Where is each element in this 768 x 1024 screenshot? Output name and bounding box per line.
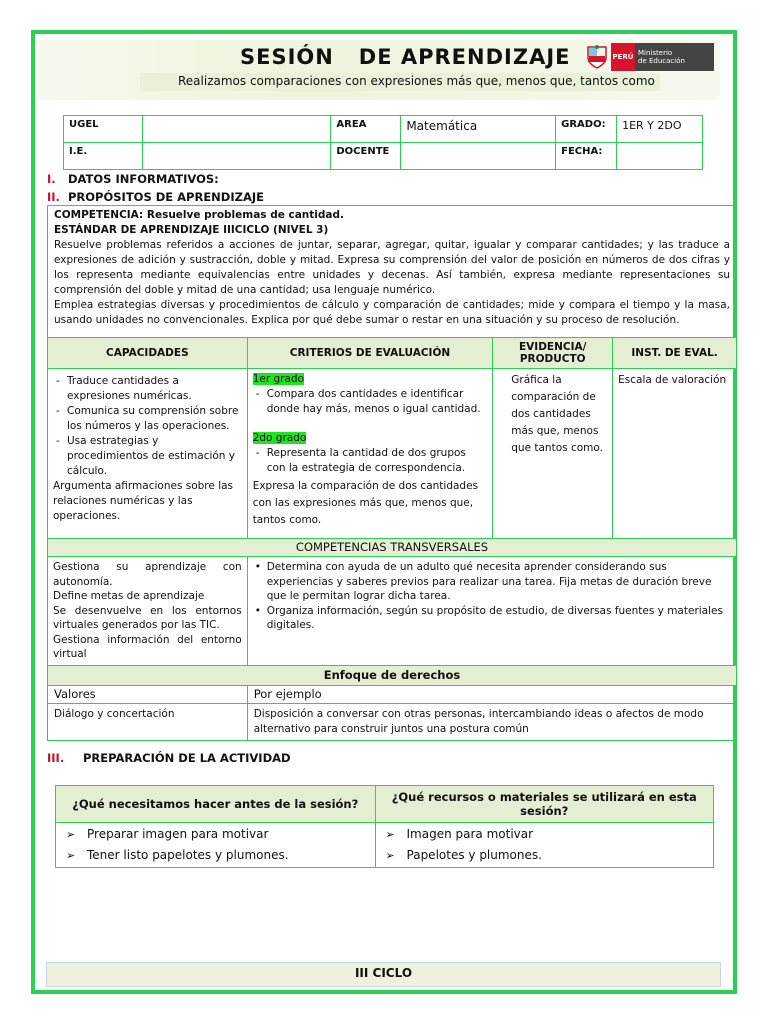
antes-list — [62, 824, 369, 866]
section-number: I. — [47, 172, 56, 186]
list-item: • Organiza información, según su propósito de estudio, de diversas fuentes y materiales digitales. — [253, 604, 731, 633]
ie-label: I.E. — [64, 143, 143, 170]
grado2-list — [253, 446, 488, 476]
transversales-left — [48, 557, 248, 666]
transversal-item: Gestiona información del entorno virtual — [53, 633, 242, 660]
transversal-item: Gestiona su aprendizaje con autonomía. — [53, 561, 242, 588]
transversales-right — [247, 557, 736, 666]
section-number: III. — [47, 751, 65, 765]
grado-value: 1ER Y 2DO — [617, 116, 703, 143]
estandar-paragraph-1: Resuelve problemas referidos a acciones de juntar, separar, agregar, quitar, igualar y comparar cantidades; y las traduce a expresiones de adición y sustracción, doble y mitad. Expresa su comprensión del valor de posición en números de dos cifras y los representa mediante equivalencias entre unidades y decenas. Así también, expresa mediante representaciones su comprensión del doble y mitad de una cantidad; usa lenguaje numérico. — [54, 239, 730, 296]
capacidades-list — [53, 374, 242, 479]
section-title: PREPARACIÓN DE LA ACTIVIDAD — [83, 751, 291, 765]
coat-of-arms-icon — [586, 44, 608, 70]
list-item: - Traduce cantidades a expresiones numéricas. — [53, 374, 242, 404]
list-item: - Usa estrategias y procedimientos de estimación y cálculo. — [53, 434, 242, 479]
ministry-line2: de Educación — [638, 57, 685, 65]
section-propositos — [47, 190, 264, 204]
docente-value — [401, 143, 556, 170]
header-capacidades: CAPACIDADES — [48, 338, 248, 369]
preparacion-q1: ¿Qué necesitamos hacer antes de la sesión? — [56, 786, 376, 823]
page-title: SESIÓN DE APRENDIZAJE — [240, 45, 571, 69]
recursos-list — [382, 824, 707, 866]
enfoque-title: Enfoque de derechos — [48, 665, 737, 685]
antes-cell — [56, 823, 376, 868]
competencia-box — [47, 205, 737, 339]
estandar-title: ESTÁNDAR DE APRENDIZAJE IIICICLO (NIVEL 3) — [54, 224, 329, 236]
list-item: - Compara dos cantidades e identificar donde hay más, menos o igual cantidad. — [253, 387, 488, 417]
capacidades-table — [47, 337, 737, 741]
ejemplo-label: Por ejemplo — [247, 685, 736, 703]
grado1-label: 1er grado — [252, 373, 304, 385]
page-subtitle: Realizamos comparaciones con expresiones más que, menos que, tantos como — [178, 74, 655, 88]
grado1-list — [253, 387, 488, 417]
header-evidencia: EVIDENCIA/ PRODUCTO — [493, 338, 613, 369]
section-number: II. — [47, 190, 60, 204]
ministry-logo — [586, 42, 714, 72]
list-item: • Determina con ayuda de un adulto qué necesita aprender considerando sus experiencias y saberes previos para realizar una tarea. Fija metas de duración breve que le permitan lograr dicha tarea. — [253, 560, 731, 604]
list-item: ➢ Preparar imagen para motivar — [62, 824, 369, 845]
grado2-label: 2do grado — [252, 432, 307, 444]
estandar-paragraph-2: Emplea estrategias diversas y procedimientos de cálculo y comparación de cantidades; mide y compara el tiempo y la masa, usando unidades no convencionales. Explica por qué debe sumar o restar en una situación y su proceso de resolución. — [54, 299, 730, 326]
transversal-item: Define metas de aprendizaje — [53, 590, 205, 602]
list-item: - Comunica su comprensión sobre los números y las operaciones. — [53, 404, 242, 434]
criterio-extra: Expresa la comparación de dos cantidades con las expresiones más que, menos que, tantos como. — [252, 480, 479, 526]
docente-label: DOCENTE — [331, 143, 401, 170]
logo-country: PERÚ — [611, 43, 635, 71]
list-item: ➢ Imagen para motivar — [382, 824, 707, 845]
section-title: DATOS INFORMATIVOS: — [68, 172, 219, 186]
capacidades-cell — [48, 369, 248, 539]
recursos-cell — [375, 823, 713, 868]
evidencia-cell: Gráfica la comparación de dos cantidades más que, menos que tantos como. — [493, 369, 613, 539]
instrumento-cell: Escala de valoración — [613, 369, 737, 539]
list-item: ➢ Tener listo papelotes y plumones. — [62, 845, 369, 866]
grado-label: GRADO: — [556, 116, 617, 143]
ejemplo-cell: Disposición a conversar con otras personas, intercambiando ideas o afectos de modo alternativo para construir juntos una postura común — [247, 703, 736, 740]
ugel-label: UGEL — [64, 116, 143, 143]
logo-ministry — [635, 49, 685, 65]
valor-cell: Diálogo y concertación — [48, 703, 248, 740]
ugel-value — [142, 116, 330, 143]
fecha-label: FECHA: — [556, 143, 617, 170]
info-table — [63, 115, 703, 170]
preparacion-q2: ¿Qué recursos o materiales se utilizará en esta sesión? — [375, 786, 713, 823]
capacidad-extra: Argumenta afirmaciones sobre las relaciones numéricas y las operaciones. — [53, 480, 234, 522]
section-preparacion — [47, 751, 291, 765]
list-item: ➢ Papelotes y plumones. — [382, 845, 707, 866]
transversales-list — [253, 560, 731, 633]
header-criterios: CRITERIOS DE EVALUACIÓN — [247, 338, 493, 369]
logo-box — [611, 43, 714, 71]
fecha-value — [617, 143, 703, 170]
section-datos-informativos — [47, 172, 219, 186]
area-value: Matemática — [401, 116, 556, 143]
header-instrumento: INST. DE EVAL. — [613, 338, 737, 369]
ie-value — [142, 143, 330, 170]
preparacion-table — [55, 785, 714, 868]
transversal-item: Se desenvuelve en los entornos virtuales generados por las TIC. — [53, 604, 242, 631]
section-title: PROPÓSITOS DE APRENDIZAJE — [68, 190, 264, 204]
valores-label: Valores — [48, 685, 248, 703]
competencia-title: COMPETENCIA: Resuelve problemas de cantidad. — [54, 209, 345, 221]
criterios-cell — [247, 369, 493, 539]
list-item: - Representa la cantidad de dos grupos con la estrategia de correspondencia. — [253, 446, 488, 476]
ministry-line1: Ministerio — [638, 49, 673, 57]
transversales-title: COMPETENCIAS TRANSVERSALES — [48, 539, 737, 557]
area-label: AREA — [331, 116, 401, 143]
footer-ciclo: III CICLO — [46, 962, 721, 987]
